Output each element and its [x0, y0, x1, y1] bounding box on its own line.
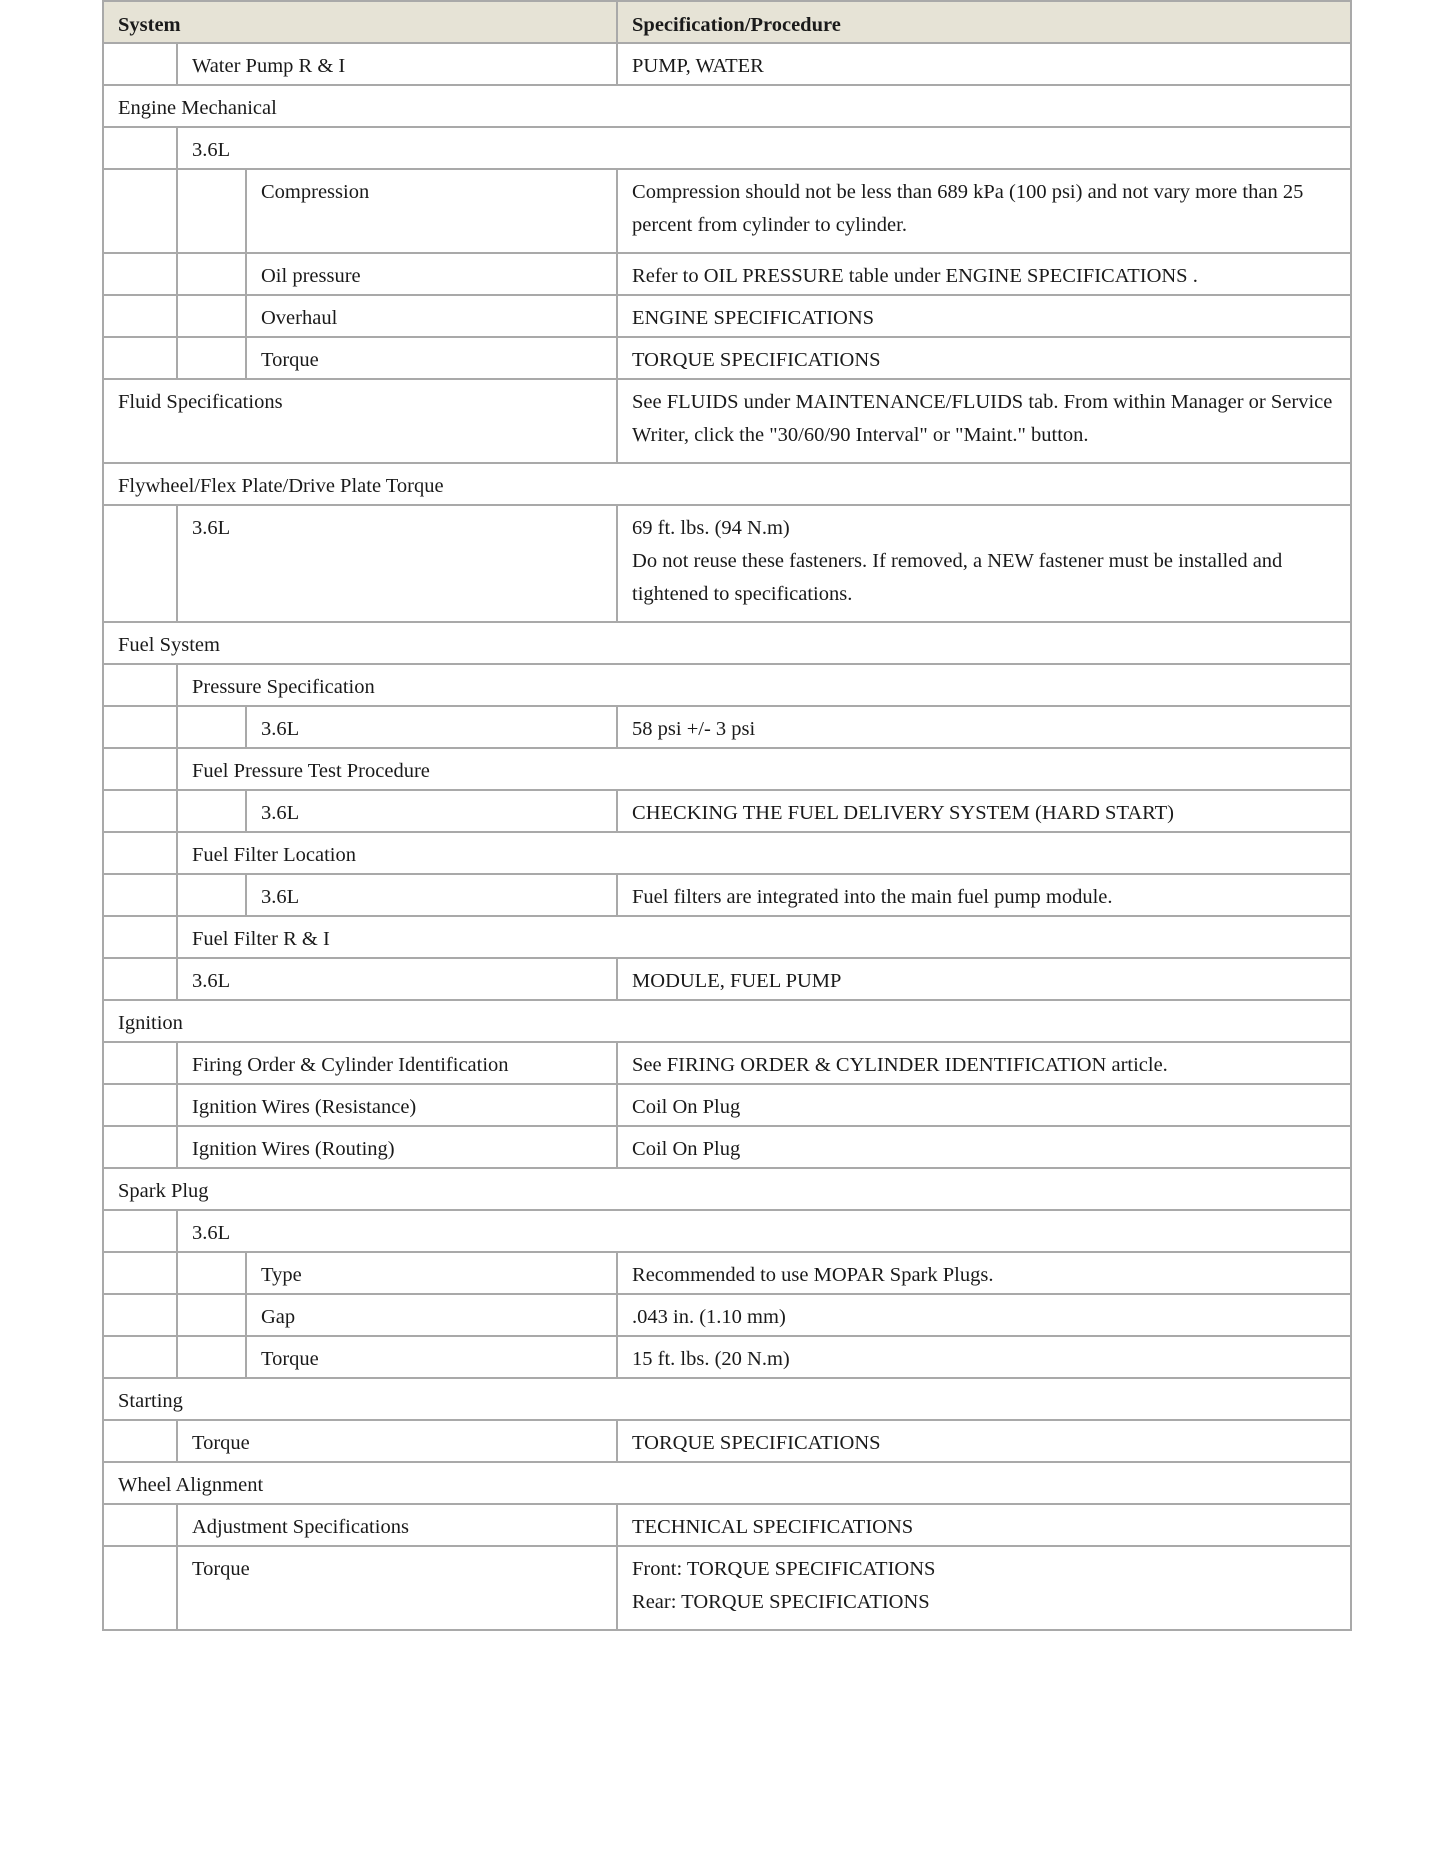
row-spec: CHECKING THE FUEL DELIVERY SYSTEM (HARD START)	[617, 790, 1351, 832]
table-row	[103, 706, 1351, 748]
table-row	[103, 253, 1351, 295]
row-spec: PUMP, WATER	[617, 43, 1351, 85]
table-row	[103, 169, 1351, 253]
specifications-table	[102, 0, 1352, 1631]
table-row	[103, 337, 1351, 379]
table-row	[103, 874, 1351, 916]
subsection-row	[103, 664, 1351, 706]
table-row	[103, 1294, 1351, 1336]
section-label: Fuel System	[103, 622, 1351, 664]
table-row	[103, 958, 1351, 1000]
row-spec: MODULE, FUEL PUMP	[617, 958, 1351, 1000]
section-row	[103, 1378, 1351, 1420]
subsection-label: Fuel Filter Location	[177, 832, 1351, 874]
row-spec: See FIRING ORDER & CYLINDER IDENTIFICATION article.	[617, 1042, 1351, 1084]
row-spec: 15 ft. lbs. (20 N.m)	[617, 1336, 1351, 1378]
row-spec: TECHNICAL SPECIFICATIONS	[617, 1504, 1351, 1546]
section-label: Flywheel/Flex Plate/Drive Plate Torque	[103, 463, 1351, 505]
row-label: Ignition Wires (Routing)	[177, 1126, 617, 1168]
table-row	[103, 1084, 1351, 1126]
section-label: Wheel Alignment	[103, 1462, 1351, 1504]
section-label: Starting	[103, 1378, 1351, 1420]
row-label: Compression	[246, 169, 617, 253]
row-label: Torque	[246, 1336, 617, 1378]
row-label: Torque	[177, 1420, 617, 1462]
section-row	[103, 463, 1351, 505]
subsection-label: Fuel Filter R & I	[177, 916, 1351, 958]
row-label: Overhaul	[246, 295, 617, 337]
subsection-row	[103, 1210, 1351, 1252]
subsection-row	[103, 748, 1351, 790]
spec-line: Front: TORQUE SPECIFICATIONS	[632, 1558, 936, 1580]
spec-line: 69 ft. lbs. (94 N.m)	[632, 517, 790, 539]
row-label: Fluid Specifications	[103, 379, 617, 463]
row-label: 3.6L	[177, 505, 617, 622]
table-header-row	[103, 1, 1351, 43]
header-system: System	[103, 1, 617, 43]
spec-line: Rear: TORQUE SPECIFICATIONS	[632, 1591, 930, 1613]
section-row	[103, 1000, 1351, 1042]
table-row	[103, 43, 1351, 85]
row-spec: Coil On Plug	[617, 1084, 1351, 1126]
table-row	[103, 790, 1351, 832]
row-spec: Coil On Plug	[617, 1126, 1351, 1168]
header-specification: Specification/Procedure	[617, 1, 1351, 43]
row-label: Torque	[246, 337, 617, 379]
row-spec: 58 psi +/- 3 psi	[617, 706, 1351, 748]
row-spec: See FLUIDS under MAINTENANCE/FLUIDS tab. From within Manager or Service Writer, click the "30/60/90 Interval" or "Maint." button.	[617, 379, 1351, 463]
section-row	[103, 85, 1351, 127]
subsection-row	[103, 832, 1351, 874]
section-row	[103, 1168, 1351, 1210]
table-row	[103, 1420, 1351, 1462]
section-label: Spark Plug	[103, 1168, 1351, 1210]
table-row	[103, 1252, 1351, 1294]
subsection-row	[103, 916, 1351, 958]
section-label: Ignition	[103, 1000, 1351, 1042]
row-label: Gap	[246, 1294, 617, 1336]
row-label: Adjustment Specifications	[177, 1504, 617, 1546]
row-label: Type	[246, 1252, 617, 1294]
row-spec: TORQUE SPECIFICATIONS	[617, 1420, 1351, 1462]
row-label: Firing Order & Cylinder Identification	[177, 1042, 617, 1084]
row-spec	[617, 505, 1351, 622]
row-spec: Fuel filters are integrated into the main fuel pump module.	[617, 874, 1351, 916]
section-row	[103, 1462, 1351, 1504]
row-label: 3.6L	[246, 874, 617, 916]
row-label: Oil pressure	[246, 253, 617, 295]
row-label: 3.6L	[177, 958, 617, 1000]
subsection-row	[103, 127, 1351, 169]
subsection-label: 3.6L	[177, 1210, 1351, 1252]
row-spec	[617, 1546, 1351, 1630]
table-row	[103, 1546, 1351, 1630]
subsection-label: Fuel Pressure Test Procedure	[177, 748, 1351, 790]
row-spec: Refer to OIL PRESSURE table under ENGINE SPECIFICATIONS .	[617, 253, 1351, 295]
row-spec: ENGINE SPECIFICATIONS	[617, 295, 1351, 337]
table-row	[103, 295, 1351, 337]
table-row	[103, 379, 1351, 463]
row-label: 3.6L	[246, 706, 617, 748]
row-label: Water Pump R & I	[177, 43, 617, 85]
table-row	[103, 1126, 1351, 1168]
section-label: Engine Mechanical	[103, 85, 1351, 127]
row-spec: .043 in. (1.10 mm)	[617, 1294, 1351, 1336]
row-label: Torque	[177, 1546, 617, 1630]
subsection-label: 3.6L	[177, 127, 1351, 169]
section-row	[103, 622, 1351, 664]
table-row	[103, 1504, 1351, 1546]
row-spec: Compression should not be less than 689 kPa (100 psi) and not vary more than 25 percent from cylinder to cylinder.	[617, 169, 1351, 253]
table-row	[103, 1042, 1351, 1084]
subsection-label: Pressure Specification	[177, 664, 1351, 706]
table-row	[103, 1336, 1351, 1378]
row-spec: Recommended to use MOPAR Spark Plugs.	[617, 1252, 1351, 1294]
table-row	[103, 505, 1351, 622]
row-label: 3.6L	[246, 790, 617, 832]
row-label: Ignition Wires (Resistance)	[177, 1084, 617, 1126]
spec-line: Do not reuse these fasteners. If removed, a NEW fastener must be installed and tightened to specifications.	[632, 550, 1283, 605]
row-spec: TORQUE SPECIFICATIONS	[617, 337, 1351, 379]
